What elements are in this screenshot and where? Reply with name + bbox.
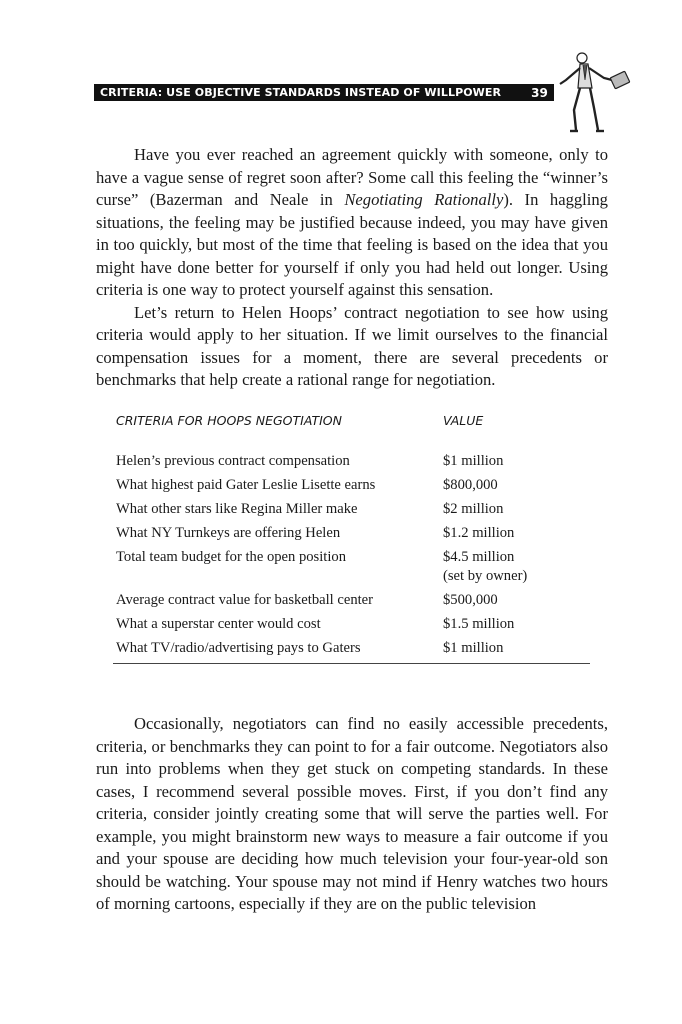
table-bottom-rule — [113, 663, 590, 664]
table-header — [113, 410, 590, 430]
body-text-top — [96, 144, 608, 392]
chapter-title: CRITERIA: USE OBJECTIVE STANDARDS INSTEAD OF WILLPOWER — [100, 86, 502, 99]
column-header-criteria: CRITERIA FOR HOOPS NEGOTIATION — [116, 412, 342, 428]
running-header — [94, 84, 554, 101]
column-header-value: VALUE — [443, 412, 484, 428]
page-number: 39 — [531, 85, 548, 100]
table-row: What other stars like Regina Miller make $2 million — [116, 501, 504, 517]
table-row: What highest paid Gater Leslie Lisette earns $800,000 — [116, 477, 498, 493]
businessman-illustration — [558, 50, 638, 136]
book-title: Negotiating Rationally — [344, 190, 504, 209]
paragraph: Let’s return to Helen Hoops’ contract negotiation to see how using criteria would apply to her situation. If we limit ourselves to the financial compensation issues for a moment, there are several precedents or benchmarks that help create a rational range for negotiation. — [96, 302, 608, 389]
table-row: What NY Turnkeys are offering Helen $1.2 million — [116, 525, 515, 541]
table-row: Average contract value for basketball center $500,000 — [116, 592, 498, 608]
table-row: Helen’s previous contract compensation $1 million — [116, 453, 504, 469]
table-row: What TV/radio/advertising pays to Gaters $1 million — [116, 640, 504, 656]
criteria-table — [113, 410, 590, 664]
table-row: What a superstar center would cost $1.5 million — [116, 616, 515, 632]
body-text-bottom — [96, 713, 608, 916]
value-note: (set by owner) — [443, 568, 528, 584]
paragraph: Have you ever reached an agreement quickly with someone, only to have a vague sense of regret soon after? Some call this feeling the “winner’s curse” (Bazerman and Neale in Negotiating Rationally). In haggling situations, the feeling may be justified because indeed, you may have given in too quickly, but most of the time that feeling is based on the idea that you might have done better for yourself if only you had held out longer. Using criteria is one way to protect yourself against this sensation. — [96, 145, 608, 299]
table-row: Total team budget for the open position $4.5 million (set by owner) — [113, 548, 590, 586]
paragraph: Occasionally, negotiators can find no easily accessible precedents, criteria, or benchmarks they can point to for a fair outcome. Negotiators also run into problems when they get stuck on competing standards. In these cases, I recommend several possible moves. First, if you don’t find any criteria, consider jointly creating some that will serve the parties well. For example, you might brainstorm new ways to measure a fair outcome if you and your spouse are deciding how much television your four-year-old son should be watching. Your spouse may not mind if Henry watches two hours of morning cartoons, especially if they are on the public television — [96, 714, 608, 913]
